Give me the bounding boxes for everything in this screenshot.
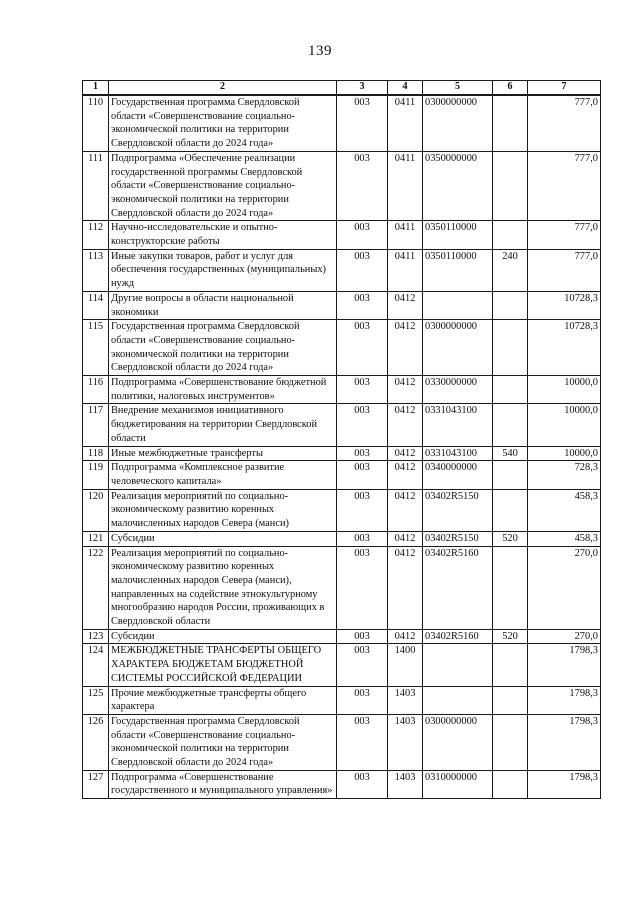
table-row (83, 291, 601, 319)
row-number: 115 (83, 320, 109, 376)
row-target-code: 03402R5160 (423, 546, 493, 629)
row-grbs-code: 003 (337, 489, 388, 531)
row-expense-code (493, 376, 528, 404)
row-section-code: 1403 (388, 714, 423, 770)
row-sum: 10000,0 (528, 446, 601, 461)
row-target-code: 0331043100 (423, 446, 493, 461)
row-target-code: 0330000000 (423, 376, 493, 404)
row-expense-code (493, 714, 528, 770)
row-expense-code (493, 770, 528, 798)
table-row (83, 376, 601, 404)
row-number: 123 (83, 629, 109, 644)
row-sum: 777,0 (528, 249, 601, 291)
row-section-code: 0412 (388, 291, 423, 319)
row-expense-code (493, 404, 528, 446)
header-cell-num: 1 (83, 81, 109, 96)
row-grbs-code: 003 (337, 546, 388, 629)
header-cell-grbs: 3 (337, 81, 388, 96)
row-target-code: 0300000000 (423, 95, 493, 151)
row-name: Реализация мероприятий по социально-экономическому развитию коренных малочисленных народов Севера (манси) (109, 489, 337, 531)
table-row (83, 546, 601, 629)
row-sum: 1798,3 (528, 686, 601, 714)
row-target-code (423, 686, 493, 714)
row-grbs-code: 003 (337, 644, 388, 686)
row-grbs-code: 003 (337, 686, 388, 714)
row-sum: 1798,3 (528, 714, 601, 770)
row-expense-code (493, 95, 528, 151)
row-section-code: 0411 (388, 221, 423, 249)
row-grbs-code: 003 (337, 249, 388, 291)
row-sum: 10000,0 (528, 376, 601, 404)
row-section-code: 1403 (388, 770, 423, 798)
table-row (83, 714, 601, 770)
row-number: 111 (83, 151, 109, 221)
row-target-code: 0340000000 (423, 461, 493, 489)
row-sum: 1798,3 (528, 644, 601, 686)
row-grbs-code: 003 (337, 376, 388, 404)
row-number: 114 (83, 291, 109, 319)
row-target-code: 0350110000 (423, 221, 493, 249)
row-target-code: 0350000000 (423, 151, 493, 221)
row-name: Другие вопросы в области национальной экономики (109, 291, 337, 319)
row-name: Подпрограмма «Совершенствование государственного и муниципального управления» (109, 770, 337, 798)
row-name: МЕЖБЮДЖЕТНЫЕ ТРАНСФЕРТЫ ОБЩЕГО ХАРАКТЕРА БЮДЖЕТАМ БЮДЖЕТНОЙ СИСТЕМЫ РОССИЙСКОЙ ФЕДЕРАЦИИ (109, 644, 337, 686)
row-section-code: 0412 (388, 461, 423, 489)
row-name: Иные закупки товаров, работ и услуг для обеспечения государственных (муниципальных) нужд (109, 249, 337, 291)
row-grbs-code: 003 (337, 151, 388, 221)
row-target-code: 0300000000 (423, 714, 493, 770)
row-sum: 270,0 (528, 546, 601, 629)
row-number: 112 (83, 221, 109, 249)
row-target-code (423, 644, 493, 686)
row-section-code: 0412 (388, 446, 423, 461)
table-row (83, 221, 601, 249)
row-number: 120 (83, 489, 109, 531)
table-row (83, 686, 601, 714)
row-section-code: 0411 (388, 151, 423, 221)
row-expense-code (493, 686, 528, 714)
row-number: 127 (83, 770, 109, 798)
row-sum: 10728,3 (528, 320, 601, 376)
row-number: 121 (83, 531, 109, 546)
row-number: 117 (83, 404, 109, 446)
row-name: Государственная программа Свердловской области «Совершенствование социально-экономической политики на территории Свердловской области до 2024 года» (109, 320, 337, 376)
table-row (83, 446, 601, 461)
header-cell-name: 2 (109, 81, 337, 96)
row-expense-code: 520 (493, 531, 528, 546)
row-grbs-code: 003 (337, 446, 388, 461)
row-name: Субсидии (109, 629, 337, 644)
table-row (83, 95, 601, 151)
row-name: Иные межбюджетные трансферты (109, 446, 337, 461)
row-section-code: 1400 (388, 644, 423, 686)
row-section-code: 0412 (388, 546, 423, 629)
row-name: Реализация мероприятий по социально-экономическому развитию коренных малочисленных народов Севера (манси), направленных на содействие этнокультурному многообразию народов России, проживающих в Свердловской области (109, 546, 337, 629)
row-number: 118 (83, 446, 109, 461)
table-row (83, 644, 601, 686)
row-expense-code (493, 221, 528, 249)
row-name: Внедрение механизмов инициативного бюджетирования на территории Свердловской области (109, 404, 337, 446)
row-target-code: 03402R5160 (423, 629, 493, 644)
row-target-code: 03402R5150 (423, 489, 493, 531)
row-grbs-code: 003 (337, 320, 388, 376)
row-target-code: 0310000000 (423, 770, 493, 798)
row-grbs-code: 003 (337, 770, 388, 798)
row-target-code: 0300000000 (423, 320, 493, 376)
row-sum: 10728,3 (528, 291, 601, 319)
row-section-code: 0412 (388, 376, 423, 404)
row-expense-code (493, 291, 528, 319)
row-name: Подпрограмма «Комплексное развитие человеческого капитала» (109, 461, 337, 489)
table-header-row (83, 81, 601, 96)
row-sum: 1798,3 (528, 770, 601, 798)
table-row (83, 249, 601, 291)
row-grbs-code: 003 (337, 291, 388, 319)
row-section-code: 0412 (388, 404, 423, 446)
header-cell-expense: 6 (493, 81, 528, 96)
row-number: 126 (83, 714, 109, 770)
table-row (83, 489, 601, 531)
table-row (83, 770, 601, 798)
row-sum: 777,0 (528, 95, 601, 151)
row-sum: 458,3 (528, 531, 601, 546)
row-name: Государственная программа Свердловской области «Совершенствование социально-экономической политики на территории Свердловской области до 2024 года» (109, 714, 337, 770)
header-cell-sum: 7 (528, 81, 601, 96)
row-grbs-code: 003 (337, 461, 388, 489)
row-name: Субсидии (109, 531, 337, 546)
row-grbs-code: 003 (337, 404, 388, 446)
row-name: Научно-исследовательские и опытно-конструкторские работы (109, 221, 337, 249)
row-sum: 458,3 (528, 489, 601, 531)
row-name: Подпрограмма «Обеспечение реализации государственной программы Свердловской области «Совершенствование социально-экономической политики на территории Свердловской области до 2024 года» (109, 151, 337, 221)
table-body (83, 95, 601, 799)
row-section-code: 0412 (388, 629, 423, 644)
row-sum: 728,3 (528, 461, 601, 489)
row-section-code: 0411 (388, 95, 423, 151)
row-expense-code: 540 (493, 446, 528, 461)
row-name: Прочие межбюджетные трансферты общего характера (109, 686, 337, 714)
page-number: 139 (308, 43, 332, 59)
row-expense-code (493, 644, 528, 686)
row-expense-code (493, 461, 528, 489)
row-number: 110 (83, 95, 109, 151)
row-sum: 777,0 (528, 221, 601, 249)
row-expense-code: 520 (493, 629, 528, 644)
row-name: Подпрограмма «Совершенствование бюджетной политики, налоговых инструментов» (109, 376, 337, 404)
row-target-code: 0350110000 (423, 249, 493, 291)
row-number: 113 (83, 249, 109, 291)
row-section-code: 0412 (388, 489, 423, 531)
row-expense-code (493, 489, 528, 531)
row-number: 125 (83, 686, 109, 714)
row-grbs-code: 003 (337, 629, 388, 644)
table-row (83, 629, 601, 644)
row-grbs-code: 003 (337, 95, 388, 151)
row-section-code: 0412 (388, 531, 423, 546)
row-number: 122 (83, 546, 109, 629)
header-cell-target: 5 (423, 81, 493, 96)
row-number: 116 (83, 376, 109, 404)
table-row (83, 320, 601, 376)
row-sum: 270,0 (528, 629, 601, 644)
row-number: 124 (83, 644, 109, 686)
row-target-code: 03402R5150 (423, 531, 493, 546)
row-section-code: 0412 (388, 320, 423, 376)
table-row (83, 461, 601, 489)
row-number: 119 (83, 461, 109, 489)
header-cell-section: 4 (388, 81, 423, 96)
row-grbs-code: 003 (337, 221, 388, 249)
table-row (83, 404, 601, 446)
row-expense-code (493, 320, 528, 376)
row-section-code: 1403 (388, 686, 423, 714)
row-section-code: 0411 (388, 249, 423, 291)
row-sum: 10000,0 (528, 404, 601, 446)
row-target-code: 0331043100 (423, 404, 493, 446)
row-expense-code (493, 151, 528, 221)
row-target-code (423, 291, 493, 319)
row-grbs-code: 003 (337, 531, 388, 546)
table-row (83, 531, 601, 546)
row-expense-code (493, 546, 528, 629)
table-row (83, 151, 601, 221)
budget-table (82, 80, 601, 799)
row-expense-code: 240 (493, 249, 528, 291)
row-name: Государственная программа Свердловской области «Совершенствование социально-экономической политики на территории Свердловской области до 2024 года» (109, 95, 337, 151)
row-grbs-code: 003 (337, 714, 388, 770)
row-sum: 777,0 (528, 151, 601, 221)
